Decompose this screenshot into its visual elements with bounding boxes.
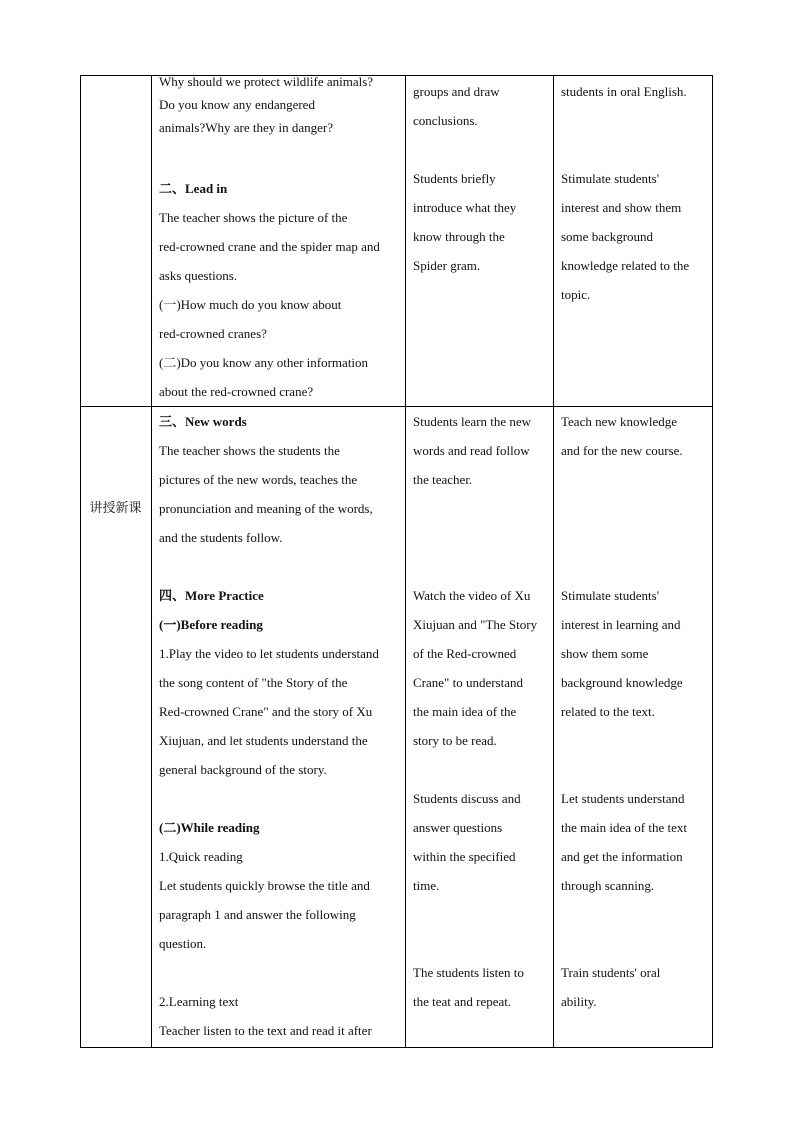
student-activity-lead-in xyxy=(413,164,549,280)
text-line: and the students follow. xyxy=(159,530,283,545)
text-line: 1.Play the video to let students understand xyxy=(159,646,379,661)
text-line: animals?Why are they in danger? xyxy=(159,120,333,135)
text-line: Train students' oral xyxy=(561,965,661,980)
text-line: related to the text. xyxy=(561,704,655,719)
text-line: Stimulate students' xyxy=(561,171,660,186)
text-line: words and read follow xyxy=(413,443,530,458)
student-activity-groups xyxy=(413,77,549,135)
table-border-right xyxy=(712,75,713,1048)
table-divider-activity xyxy=(405,75,406,1048)
text-line: The teacher shows the students the xyxy=(159,443,340,458)
text-line: The teacher shows the picture of the xyxy=(159,210,348,225)
text-line: within the specified xyxy=(413,849,516,864)
text-line: Red-crowned Crane" and the story of Xu xyxy=(159,704,373,719)
table-divider-student xyxy=(553,75,554,1048)
text-line: the song content of "the Story of the xyxy=(159,675,348,690)
text-line: Students briefly xyxy=(413,171,496,186)
text-line: show them some xyxy=(561,646,649,661)
text-line: pictures of the new words, teaches the xyxy=(159,472,358,487)
text-line: 1.Quick reading xyxy=(159,849,243,864)
text-line: the teacher. xyxy=(413,472,473,487)
text-line: and get the information xyxy=(561,849,683,864)
text-line: Crane" to understand xyxy=(413,675,523,690)
section-heading: 二、Lead in xyxy=(159,181,228,196)
text-line: groups and draw xyxy=(413,84,500,99)
purpose-lead-in xyxy=(561,164,705,309)
text-line: time. xyxy=(413,878,440,893)
text-line: topic. xyxy=(561,287,591,302)
activity-questions xyxy=(159,70,397,139)
text-line: (一)How much do you know about xyxy=(159,297,342,312)
text-line: background knowledge xyxy=(561,675,683,690)
text-line: 2.Learning text xyxy=(159,994,239,1009)
text-line: The students listen to xyxy=(413,965,524,980)
stage-label: 讲授新课 xyxy=(89,501,142,516)
text-line: Xiujuan, and let students understand the xyxy=(159,733,368,748)
text-line: (二)Do you know any other information xyxy=(159,355,369,370)
text-line: Students discuss and xyxy=(413,791,521,806)
text-line: general background of the story. xyxy=(159,762,327,777)
text-line: red-crowned cranes? xyxy=(159,326,267,341)
text-line: conclusions. xyxy=(413,113,478,128)
text-line: interest and show them xyxy=(561,200,682,215)
text-line: Watch the video of Xu xyxy=(413,588,531,603)
text-line: interest in learning and xyxy=(561,617,681,632)
text-line: pronunciation and meaning of the words, xyxy=(159,501,373,516)
text-line: Xiujuan and "The Story xyxy=(413,617,538,632)
section-heading: 四、More Practice xyxy=(159,588,264,603)
text-line: answer questions xyxy=(413,820,503,835)
table-border-bottom xyxy=(80,1047,713,1048)
text-line: Teacher listen to the text and read it after xyxy=(159,1023,372,1038)
text-line: know through the xyxy=(413,229,505,244)
text-line: Teach new knowledge xyxy=(561,414,678,429)
text-line: the teat and repeat. xyxy=(413,994,512,1009)
text-line: and for the new course. xyxy=(561,443,683,458)
text-line: Do you know any endangered xyxy=(159,97,315,112)
purpose-oral-english xyxy=(561,77,705,106)
lead-in-section xyxy=(159,174,397,406)
text-line: of the Red-crowned xyxy=(413,646,517,661)
text-line: Let students understand xyxy=(561,791,685,806)
text-line: Students learn the new xyxy=(413,414,532,429)
text-line: knowledge related to the xyxy=(561,258,690,273)
table-divider-stage xyxy=(151,75,152,1048)
text-line: Spider gram. xyxy=(413,258,481,273)
text-line: the main idea of the xyxy=(413,704,517,719)
subsection-heading: (二)While reading xyxy=(159,820,260,835)
subsection-heading: (一)Before reading xyxy=(159,617,263,632)
text-line: some background xyxy=(561,229,654,244)
text-line: students in oral English. xyxy=(561,84,687,99)
text-line: question. xyxy=(159,936,207,951)
text-line: Let students quickly browse the title and xyxy=(159,878,370,893)
table-border-left xyxy=(80,75,81,1048)
text-line: Stimulate students' xyxy=(561,588,660,603)
text-line: about the red-crowned crane? xyxy=(159,384,314,399)
section-heading: 三、New words xyxy=(159,414,247,429)
text-line: introduce what they xyxy=(413,200,517,215)
purpose-main xyxy=(561,407,705,1016)
text-line: through scanning. xyxy=(561,878,655,893)
text-line: red-crowned crane and the spider map and xyxy=(159,239,380,254)
text-line: asks questions. xyxy=(159,268,237,283)
student-activity-main xyxy=(413,407,549,1016)
text-line: Why should we protect wildlife animals? xyxy=(159,74,374,89)
text-line: story to be read. xyxy=(413,733,497,748)
text-line: the main idea of the text xyxy=(561,820,687,835)
new-words-section xyxy=(159,407,397,1045)
text-line: paragraph 1 and answer the following xyxy=(159,907,356,922)
text-line: ability. xyxy=(561,994,597,1009)
